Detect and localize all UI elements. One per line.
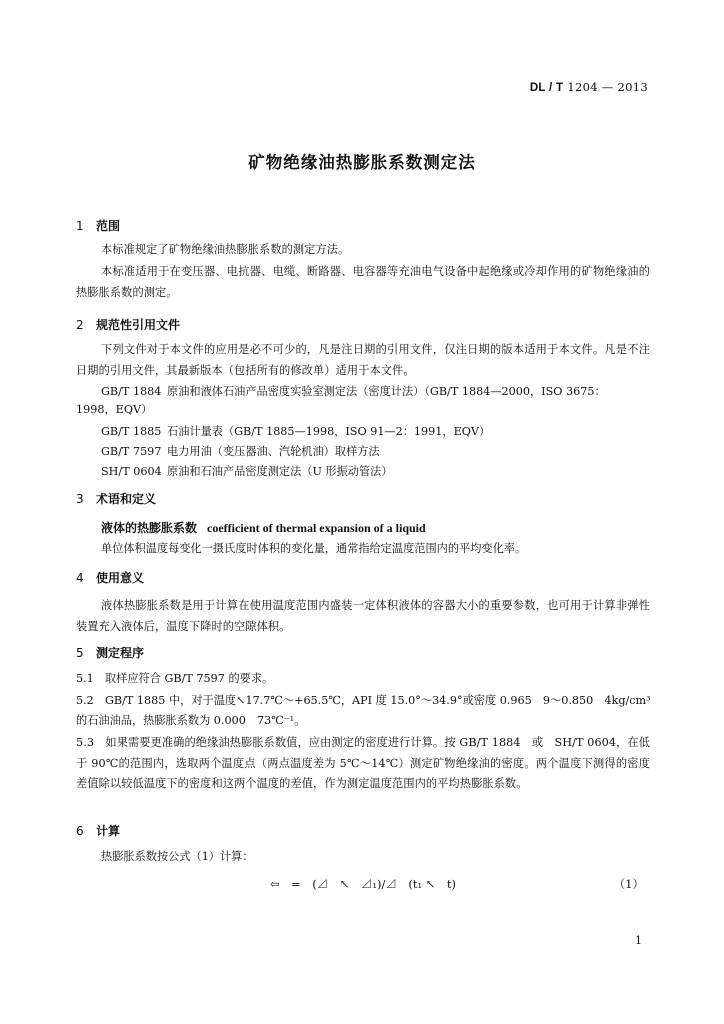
clause-5-2: 5.2 GB/T 1885 中，对于温度↖17.7℃～+65.5℃，API 度 15.0°～34.9°或密度 0.965 9～0.850 4kg/cm³ <box>76 694 651 707</box>
clause-5-3: 5.3 如果需要更准确的绝缘油热膨胀系数值，应由测定的密度进行计算。按 GB/T 1884 或 SH/T 0604，在低于 90℃的范围内，选取两个温度点（两点温度差为 5℃～14℃）测定矿物绝缘油的密度。两个温度下测得的密度差值除以较低温度下的密度和这两个温度的差值，作为测定温度范围内的平均热膨胀系数。 <box>76 736 650 790</box>
normative-ref-1: GB/T 1884 原油和液体石油产品密度实验室测定法（密度计法）（GB/T 1884—2000，ISO 3675： <box>101 385 606 398</box>
section-4-heading: 4 使用意义 <box>76 571 145 585</box>
term-english: coefficient of thermal expansion of a liquid <box>207 521 426 535</box>
section-1-heading: 1 范围 <box>76 219 121 233</box>
normative-ref-2: GB/T 1885 石油计量表（GB/T 1885—1998，ISO 91—2：1991，EQV） <box>101 425 491 438</box>
term-definition: 单位体积温度每变化一摄氏度时体积的变化量，通常指给定温度范围内的平均变化率。 <box>101 542 527 555</box>
section-2-para-1: 下列文件对于本文件的应用是必不可少的，凡是注日期的引用文件，仅注日期的版本适用于本文件。凡是不注日期的引用文件，其最新版本（包括所有的修改单）适用于本文件。 <box>76 343 650 377</box>
term-entry <box>101 519 426 536</box>
page-number: 1 <box>635 934 642 947</box>
section-6-intro: 热膨胀系数按公式（1）计算： <box>101 850 254 863</box>
clause-5-2-cont: 的石油油品，热膨胀系数为 0.000 73℃⁻¹。 <box>76 714 306 727</box>
clause-5-1: 5.1 取样应符合 GB/T 7597 的要求。 <box>76 672 274 685</box>
section-5-heading: 5 测定程序 <box>76 646 145 660</box>
normative-ref-3: GB/T 7597 电力用油（变压器油、汽轮机油）取样方法 <box>101 445 380 458</box>
section-1-para-2: 本标准适用于在变压器、电抗器、电缆、断路器、电容器等充油电气设备中起绝缘或冷却作用的矿物绝缘油的热膨胀系数的测定。 <box>76 265 650 299</box>
normative-ref-4: SH/T 0604 原油和石油产品密度测定法（U 形振动管法） <box>101 465 393 478</box>
section-6-heading: 6 计算 <box>76 824 121 838</box>
standard-code-header: DL / T 1204 — 2013 <box>529 80 648 94</box>
normative-ref-1-cont: 1998，EQV） <box>76 403 153 416</box>
equation-number: （1） <box>613 877 644 891</box>
formula-1: ⇦ = (⊿ ↖ ⊿₁)/⊿ (t₁ ↖ t) <box>270 877 456 891</box>
section-2-heading: 2 规范性引用文件 <box>76 318 181 332</box>
document-title: 矿物绝缘油热膨胀系数测定法 <box>248 153 476 172</box>
term-chinese: 液体的热膨胀系数 <box>101 521 198 535</box>
section-4-para-1: 液体热膨胀系数是用于计算在使用温度范围内盛装一定体积液体的容器大小的重要参数，也可用于计算非弹性装置充入液体后，温度下降时的空隙体积。 <box>76 599 650 633</box>
section-3-heading: 3 术语和定义 <box>76 492 157 506</box>
section-1-para-1: 本标准规定了矿物绝缘油热膨胀系数的测定方法。 <box>101 243 350 256</box>
